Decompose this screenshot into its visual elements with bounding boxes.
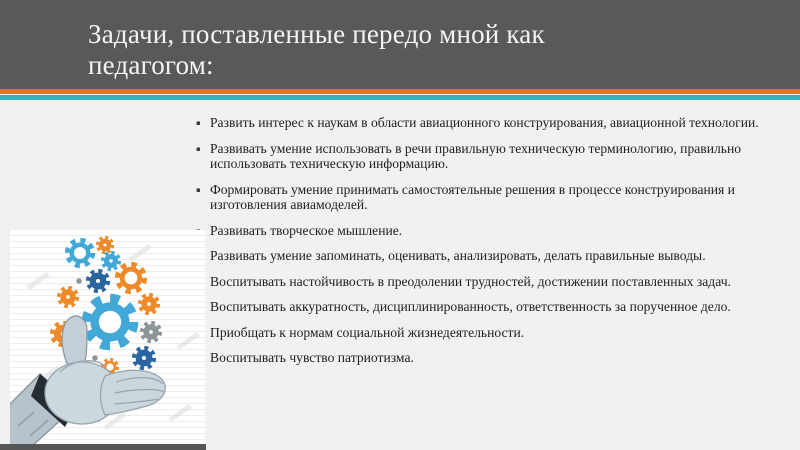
gear-icon (103, 253, 119, 269)
list-item (196, 223, 784, 239)
bullet-text: Развивать творческое мышление. (210, 222, 403, 238)
bullet-list (196, 115, 784, 366)
bullet-icon: ▪ (196, 119, 201, 127)
bullet-text: Развить интерес к наукам в области авиационного конструирования, авиационной технологии. (210, 115, 759, 130)
gear-icon (76, 278, 82, 284)
slide-title: Задачи, поставленные передо мной как педагогом: (88, 19, 545, 81)
list-item (196, 325, 784, 341)
gear-icon (98, 238, 113, 253)
bullet-text: Формировать умение принимать самостоятельные решения в процессе конструирования и изготовления авиамоделей. (210, 181, 735, 212)
accent-rule-teal (0, 95, 800, 100)
bullet-icon: ▪ (196, 185, 201, 194)
gear-icon (140, 295, 158, 313)
robot-fingers (101, 370, 166, 415)
gear-icon (68, 241, 93, 266)
bullet-text: Воспитывать настойчивость в преодолении трудностей, достижении поставленных задач. (210, 273, 731, 289)
list-item (196, 350, 784, 366)
gear-icon (88, 271, 108, 291)
gear-icon (134, 348, 154, 368)
bullet-text: Воспитывать чувство патриотизма. (210, 350, 414, 365)
bullet-text: Развивать умение запоминать, оценивать, анализировать, делать правильные выводы. (210, 248, 706, 263)
bullet-text: Развивать умение использовать в речи правильную техническую терминологию, правильно использовать техническую информацию. (210, 140, 742, 171)
gear-icon (142, 323, 160, 341)
bullet-text: Воспитывать аккуратность, дисциплинированность, ответственность за порученное дело. (210, 299, 731, 314)
gear-icon (92, 355, 98, 361)
gear-icon (87, 299, 133, 345)
list-item (196, 115, 784, 131)
gear-icon (59, 288, 77, 306)
list-item (196, 141, 784, 172)
image-bottom-strip (0, 444, 206, 450)
bullet-text: Приобщать к нормам социальной жизнедеятельности. (210, 324, 525, 340)
list-item (196, 274, 784, 290)
list-item (196, 299, 784, 315)
bullet-icon: ▪ (196, 144, 201, 153)
list-item (196, 182, 784, 213)
gear-icon (118, 265, 144, 291)
list-item (196, 248, 784, 264)
robot-hand-gears-illustration (10, 230, 205, 444)
